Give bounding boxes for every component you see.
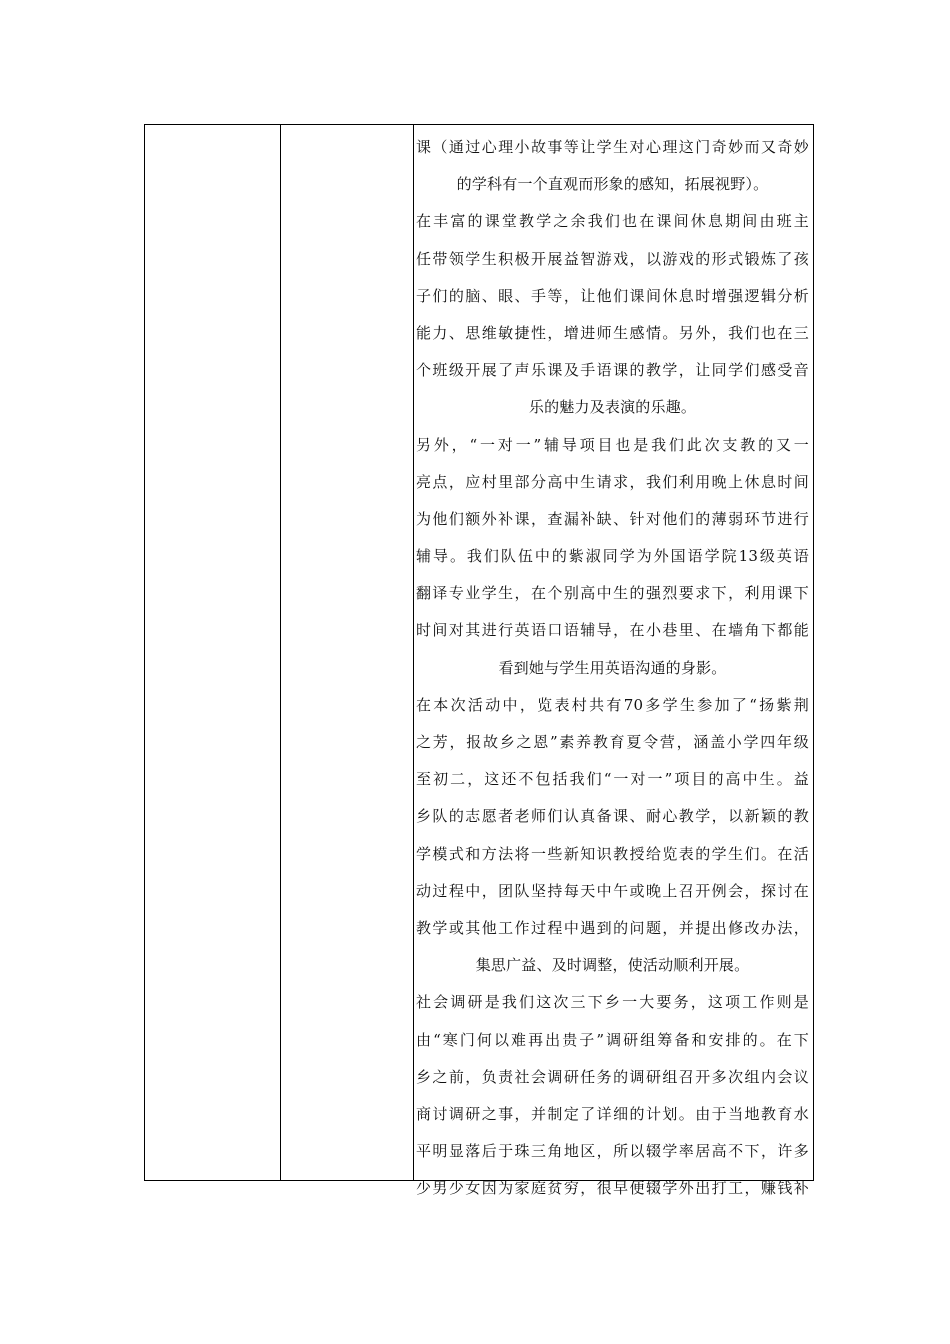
- text-line: 至初二，这还不包括我们“一对一”项目的高中生。益: [416, 770, 809, 789]
- text-line: 为他们额外补课，查漏补缺、针对他们的薄弱环节进行: [416, 509, 809, 528]
- text-line: 看到她与学生用英语沟通的身影。: [498, 658, 727, 677]
- text-line: 教学或其他工作过程中遇到的问题，并提出修改办法，: [416, 918, 809, 937]
- text-line: 亮点，应村里部分高中生请求，我们利用晚上休息时间: [416, 472, 809, 491]
- text-line: 学模式和方法将一些新知识教授给览表的学生们。在活: [416, 844, 809, 863]
- text-line: 课（通过心理小故事等让学生对心理这门奇妙而又奇妙: [416, 138, 809, 156]
- text-line: 乡队的志愿者老师们认真备课、耐心教学，以新颖的教: [416, 807, 809, 826]
- text-line: 的学科有一个直观而形象的感知，拓展视野）。: [456, 175, 769, 194]
- text-line: 在丰富的课堂教学之余我们也在课间休息期间由班主: [416, 212, 809, 231]
- text-line: 动过程中，团队坚持每天中午或晚上召开例会，探讨在: [416, 881, 809, 900]
- text-line: 能力、思维敏捷性，增进师生感情。另外，我们也在三: [416, 323, 809, 342]
- text-line: 商讨调研之事，并制定了详细的计划。由于当地教育水: [416, 1104, 809, 1123]
- text-line: 个班级开展了声乐课及手语课的教学，让同学们感受音: [416, 361, 809, 380]
- text-line: 翻译专业学生，在个别高中生的强烈要求下，利用课下: [416, 584, 809, 603]
- text-line: 子们的脑、眼、手等，让他们课间休息时增强逻辑分析: [416, 286, 809, 305]
- text-line: 辅导。我们队伍中的紫淑同学为外国语学院13级英语: [416, 547, 809, 566]
- text-line: 任带领学生积极开展益智游戏，以游戏的形式锻炼了孩: [416, 249, 809, 268]
- text-line: 时间对其进行英语口语辅导，在小巷里、在墙角下都能: [416, 621, 809, 640]
- text-line: 少男少女因为家庭贫穷，很早便辍学外出打工，赚钱补: [416, 1179, 809, 1198]
- text-line: 乡之前，负责社会调研任务的调研组召开多次组内会议: [416, 1067, 809, 1086]
- text-line: 另外，“一对一”辅导项目也是我们此次支教的又一: [416, 435, 809, 454]
- text-line: 之芳，报故乡之恩”素养教育夏令营，涵盖小学四年级: [416, 733, 809, 751]
- report-table: [144, 124, 814, 1198]
- text-line: 由“寒门何以难再出贵子”调研组筹备和安排的。在下: [416, 1030, 809, 1049]
- column-divider-2: [413, 125, 414, 1180]
- text-line: 集思广益、及时调整，使活动顺利开展。: [475, 956, 750, 975]
- column-divider-1: [280, 125, 281, 1180]
- text-line: 社会调研是我们这次三下乡一大要务，这项工作则是: [416, 993, 809, 1012]
- text-line: 在本次活动中，览表村共有70多学生参加了“扬紫荆: [416, 695, 809, 714]
- content-cell: [416, 129, 809, 1207]
- text-line: 乐的魅力及表演的乐趣。: [528, 398, 697, 417]
- text-line: 平明显落后于珠三角地区，所以辍学率居高不下，许多: [416, 1142, 809, 1161]
